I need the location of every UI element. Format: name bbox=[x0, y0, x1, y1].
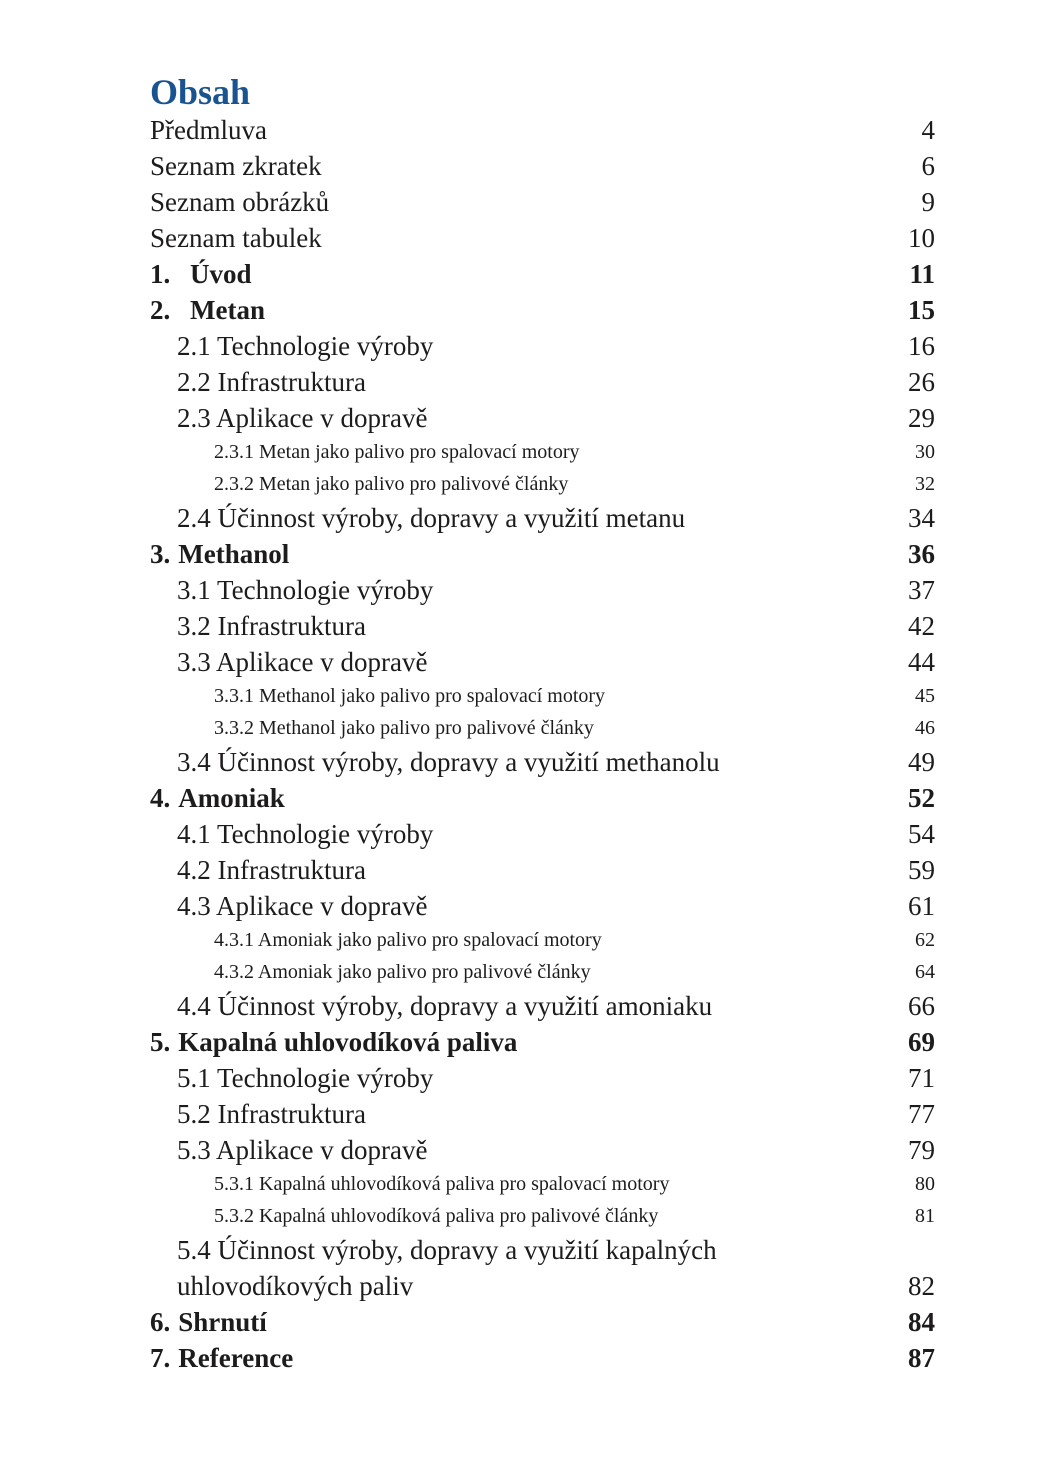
toc-entry-page: 87 bbox=[908, 1343, 935, 1373]
toc-entry-label: Úvod bbox=[190, 259, 252, 289]
toc-entry-page: 66 bbox=[908, 991, 935, 1021]
toc-list bbox=[150, 112, 935, 1376]
toc-entry bbox=[150, 780, 935, 816]
toc-entry-page: 82 bbox=[908, 1271, 935, 1301]
toc-entry bbox=[150, 328, 935, 364]
toc-entry-page: 15 bbox=[908, 295, 935, 325]
toc-entry bbox=[150, 1024, 935, 1060]
toc-entry-page: 77 bbox=[908, 1099, 935, 1129]
toc-entry-page: 26 bbox=[908, 367, 935, 397]
toc-entry-number: 1. bbox=[150, 259, 171, 289]
toc-entry-label: Předmluva bbox=[150, 115, 267, 145]
toc-entry bbox=[150, 220, 935, 256]
toc-entry-label: 5.3 Aplikace v dopravě bbox=[177, 1135, 428, 1165]
toc-entry-label: Kapalná uhlovodíková paliva bbox=[178, 1027, 518, 1057]
toc-entry bbox=[150, 1132, 935, 1168]
toc-entry bbox=[150, 988, 935, 1024]
toc-entry-page: 62 bbox=[915, 929, 935, 951]
toc-entry-label: Seznam zkratek bbox=[150, 151, 322, 181]
toc-entry-label: Seznam obrázků bbox=[150, 187, 330, 217]
toc-entry bbox=[150, 924, 935, 956]
toc-entry-number: 4. bbox=[150, 783, 171, 813]
toc-entry-page: 59 bbox=[908, 855, 935, 885]
toc-entry bbox=[150, 1200, 935, 1232]
toc-entry-label: 5.1 Technologie výroby bbox=[177, 1063, 434, 1093]
toc-entry-page: 34 bbox=[908, 503, 935, 533]
toc-entry-page: 6 bbox=[921, 151, 935, 181]
toc-entry-label: 5.3.2 Kapalná uhlovodíková paliva pro palivové články bbox=[214, 1205, 659, 1227]
toc-entry-page: 29 bbox=[908, 403, 935, 433]
toc-entry-label: 4.2 Infrastruktura bbox=[177, 855, 366, 885]
toc-page bbox=[150, 72, 935, 1376]
toc-entry-label: 3.3 Aplikace v dopravě bbox=[177, 647, 428, 677]
toc-entry-page: 71 bbox=[908, 1063, 935, 1093]
toc-entry bbox=[150, 712, 935, 744]
toc-entry-label: 2.3.1 Metan jako palivo pro spalovací motory bbox=[214, 441, 580, 463]
toc-entry-page: 44 bbox=[908, 647, 935, 677]
toc-entry bbox=[150, 1340, 935, 1376]
toc-entry bbox=[150, 1304, 935, 1340]
toc-entry-label: 2.2 Infrastruktura bbox=[177, 367, 366, 397]
toc-entry bbox=[150, 364, 935, 400]
toc-entry bbox=[150, 112, 935, 148]
toc-entry-number: 7. bbox=[150, 1343, 171, 1373]
toc-entry bbox=[150, 852, 935, 888]
toc-entry-label: 5.4 Účinnost výroby, dopravy a využití kapalných uhlovodíkových paliv bbox=[177, 1235, 717, 1301]
toc-entry-number: 5. bbox=[150, 1027, 171, 1057]
toc-entry-number: 2. bbox=[150, 295, 171, 325]
toc-entry-label: 5.2 Infrastruktura bbox=[177, 1099, 366, 1129]
toc-entry-page: 81 bbox=[915, 1205, 935, 1227]
page-title: Obsah bbox=[150, 72, 251, 112]
toc-entry bbox=[150, 500, 935, 536]
toc-entry-page: 46 bbox=[915, 717, 935, 739]
toc-entry-page: 52 bbox=[908, 783, 935, 813]
toc-entry bbox=[150, 956, 935, 988]
toc-entry-label: 4.4 Účinnost výroby, dopravy a využití amoniaku bbox=[177, 991, 713, 1021]
toc-entry bbox=[150, 256, 935, 292]
toc-entry-page: 36 bbox=[908, 539, 935, 569]
toc-entry bbox=[150, 680, 935, 712]
toc-entry-page: 79 bbox=[908, 1135, 935, 1165]
toc-entry-page: 69 bbox=[908, 1027, 935, 1057]
toc-entry-label: 4.3.2 Amoniak jako palivo pro palivové články bbox=[214, 961, 591, 983]
toc-entry bbox=[150, 292, 935, 328]
toc-entry-number: 3. bbox=[150, 539, 171, 569]
toc-entry-label: 2.4 Účinnost výroby, dopravy a využití metanu bbox=[177, 503, 686, 533]
toc-entry bbox=[150, 888, 935, 924]
toc-entry-page: 45 bbox=[915, 685, 935, 707]
toc-entry-label: 3.3.2 Methanol jako palivo pro palivové články bbox=[214, 717, 594, 739]
toc-entry bbox=[150, 816, 935, 852]
toc-entry-label: Amoniak bbox=[178, 783, 285, 813]
toc-entry bbox=[150, 644, 935, 680]
toc-entry-label: Seznam tabulek bbox=[150, 223, 322, 253]
toc-entry bbox=[150, 608, 935, 644]
toc-entry-page: 80 bbox=[915, 1173, 935, 1195]
toc-entry-page: 42 bbox=[908, 611, 935, 641]
toc-entry-page: 84 bbox=[908, 1307, 935, 1337]
toc-entry-page: 64 bbox=[915, 961, 935, 983]
toc-entry-label: Shrnutí bbox=[178, 1307, 267, 1337]
toc-entry bbox=[150, 744, 935, 780]
toc-entry-label: Reference bbox=[178, 1343, 294, 1373]
toc-entry bbox=[150, 468, 935, 500]
toc-entry-page: 49 bbox=[908, 747, 935, 777]
toc-entry-label: 3.2 Infrastruktura bbox=[177, 611, 366, 641]
toc-entry-label: 5.3.1 Kapalná uhlovodíková paliva pro spalovací motory bbox=[214, 1173, 670, 1195]
toc-entry-page: 9 bbox=[921, 187, 935, 217]
toc-entry bbox=[150, 1096, 935, 1132]
toc-entry-label: 3.1 Technologie výroby bbox=[177, 575, 434, 605]
toc-entry-label: Methanol bbox=[178, 539, 290, 569]
toc-entry-page: 54 bbox=[908, 819, 935, 849]
toc-entry-number: 6. bbox=[150, 1307, 171, 1337]
toc-entry bbox=[150, 1232, 935, 1304]
toc-entry bbox=[150, 1060, 935, 1096]
toc-entry bbox=[150, 400, 935, 436]
toc-entry-page: 32 bbox=[915, 473, 935, 495]
toc-entry bbox=[150, 436, 935, 468]
toc-entry-label: 2.1 Technologie výroby bbox=[177, 331, 434, 361]
toc-entry-page: 61 bbox=[908, 891, 935, 921]
toc-entry-label: 4.3 Aplikace v dopravě bbox=[177, 891, 428, 921]
toc-entry bbox=[150, 572, 935, 608]
toc-entry-page: 11 bbox=[909, 259, 935, 289]
toc-entry-page: 16 bbox=[908, 331, 935, 361]
toc-entry-page: 37 bbox=[908, 575, 935, 605]
toc-entry-label: Metan bbox=[190, 295, 265, 325]
toc-entry-page: 4 bbox=[921, 115, 935, 145]
toc-entry-label: 2.3 Aplikace v dopravě bbox=[177, 403, 428, 433]
toc-entry bbox=[150, 1168, 935, 1200]
toc-entry-label: 3.4 Účinnost výroby, dopravy a využití methanolu bbox=[177, 747, 720, 777]
toc-entry-page: 10 bbox=[908, 223, 935, 253]
toc-entry bbox=[150, 536, 935, 572]
toc-entry-label: 3.3.1 Methanol jako palivo pro spalovací motory bbox=[214, 685, 606, 707]
toc-entry bbox=[150, 184, 935, 220]
toc-entry-label: 4.1 Technologie výroby bbox=[177, 819, 434, 849]
toc-entry-label: 4.3.1 Amoniak jako palivo pro spalovací motory bbox=[214, 929, 602, 951]
toc-entry-page: 30 bbox=[915, 441, 935, 463]
toc-entry bbox=[150, 148, 935, 184]
toc-entry-label: 2.3.2 Metan jako palivo pro palivové články bbox=[214, 473, 569, 495]
